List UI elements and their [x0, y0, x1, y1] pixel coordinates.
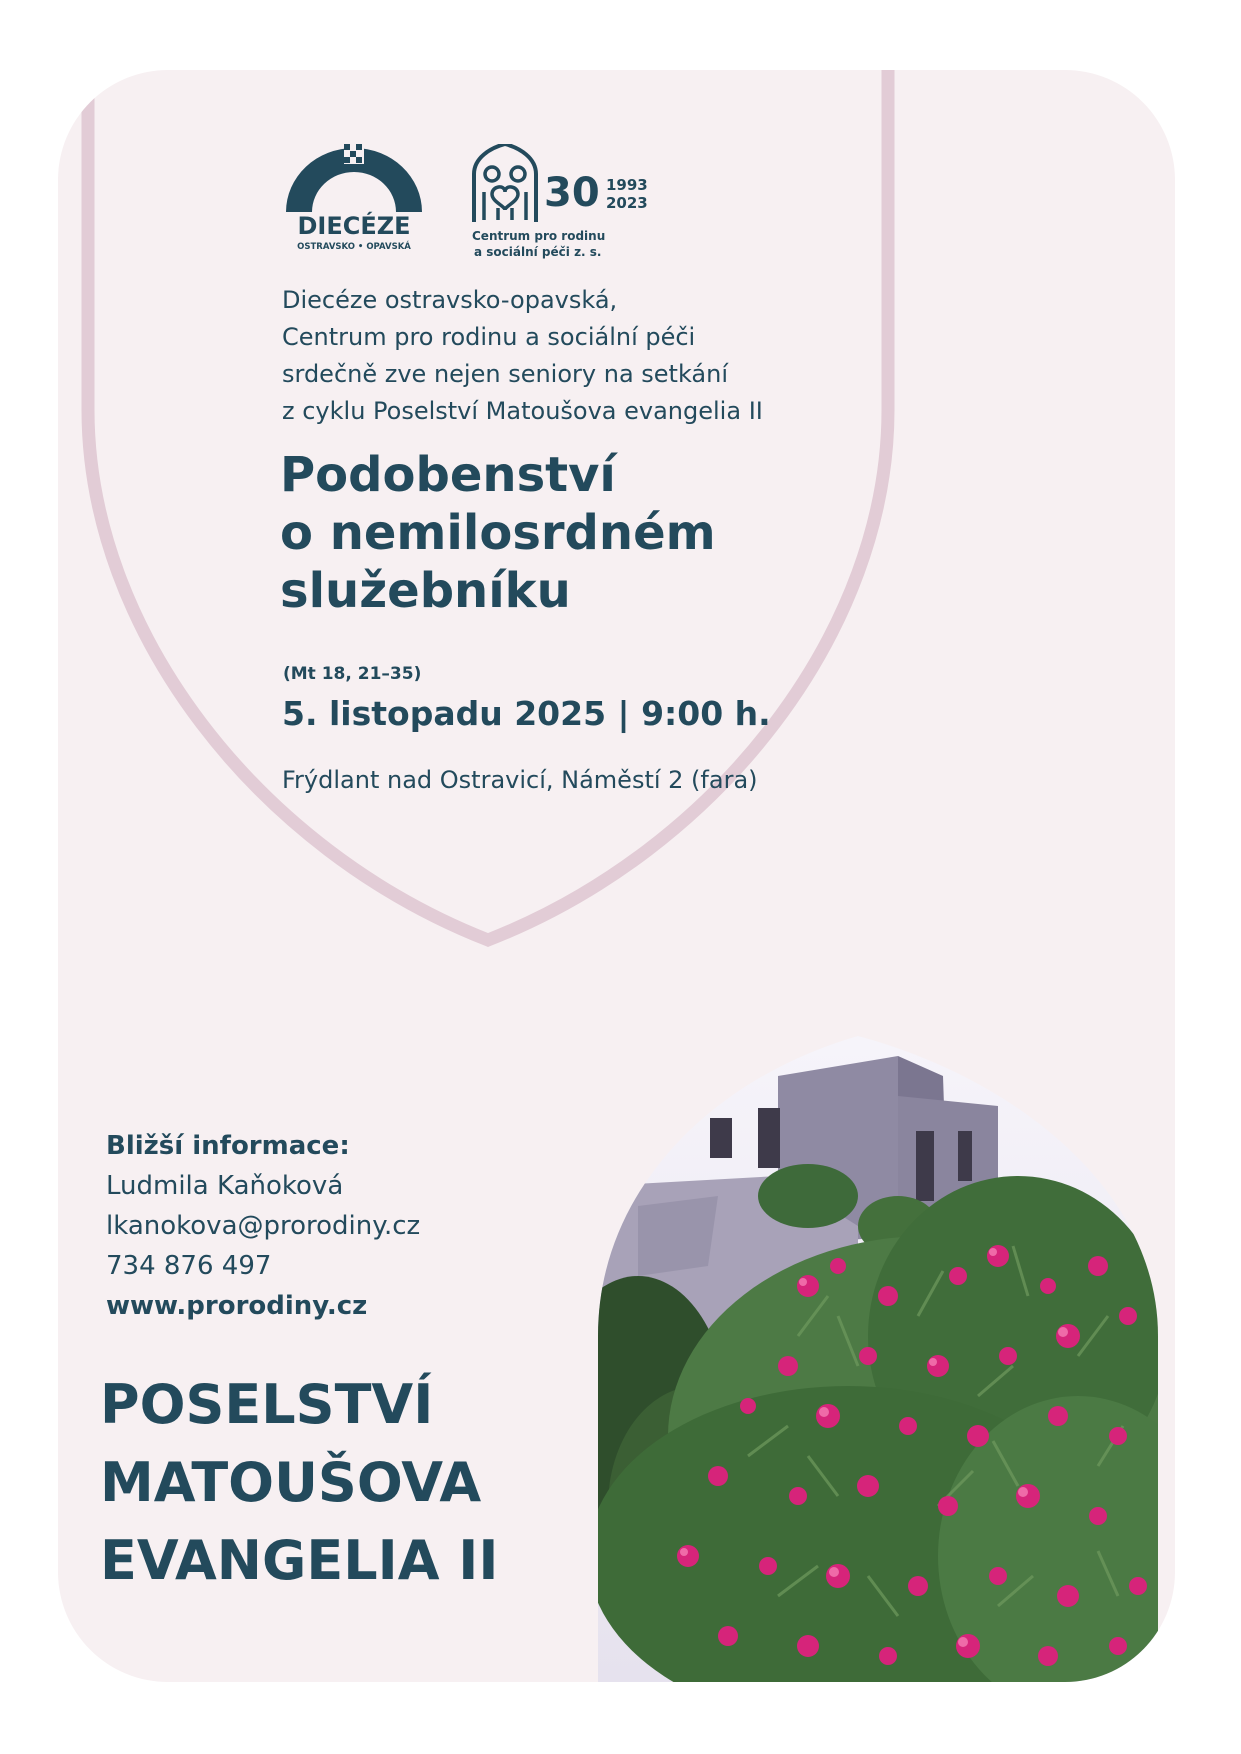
- website-link[interactable]: www.prorodiny.cz: [106, 1291, 368, 1321]
- title-line: o nemilosrdném: [280, 505, 716, 561]
- bible-reference: (Mt 18, 21–35): [283, 664, 422, 684]
- diecese-logo-name: DIECÉZE: [297, 212, 411, 240]
- event-date-time: 5. listopadu 2025 | 9:00 h.: [282, 694, 771, 733]
- centre-year-end: 2023: [606, 194, 648, 212]
- centre-name-line2: a sociální péči z. s.: [474, 245, 602, 259]
- diecese-logo-subtitle: OSTRAVSKO • OPAVSKÁ: [297, 242, 411, 252]
- series-line: MATOUŠOVA: [100, 1451, 482, 1514]
- intro-line: srdečně zve nejen seniory na setkání: [282, 360, 729, 388]
- contact-phone: 734 876 497: [106, 1251, 272, 1281]
- title-line: služebníku: [280, 563, 571, 619]
- centre-logo: [470, 144, 690, 264]
- contact-heading: Bližší informace:: [106, 1131, 350, 1161]
- event-title: [280, 446, 980, 620]
- diecese-logo: [284, 144, 434, 256]
- contact-email-link[interactable]: lkanokova@prorodiny.cz: [106, 1211, 421, 1241]
- centre-anniversary-number: 30: [544, 170, 600, 216]
- centre-year-start: 1993: [606, 176, 648, 194]
- series-title: [100, 1366, 600, 1600]
- event-place: Frýdlant nad Ostravicí, Náměstí 2 (fara): [282, 766, 758, 794]
- diecese-arch-icon: [284, 144, 424, 214]
- intro-line: z cyklu Poselství Matoušova evangelia II: [282, 397, 763, 425]
- intro-line: Centrum pro rodinu a sociální péči: [282, 323, 696, 351]
- invitation-text: [282, 282, 902, 430]
- centre-name-line1: Centrum pro rodinu: [472, 229, 606, 243]
- contact-name: Ludmila Kaňoková: [106, 1171, 344, 1201]
- poster-card: [58, 70, 1175, 1682]
- series-line: EVANGELIA II: [100, 1529, 499, 1592]
- ruins-flowers-photo: [598, 1036, 1175, 1682]
- series-line: POSELSTVÍ: [100, 1373, 434, 1436]
- logo-strip: [284, 144, 684, 264]
- title-line: Podobenství: [280, 447, 616, 503]
- centre-years: [606, 176, 648, 212]
- centre-logo-name: [472, 228, 605, 260]
- family-arch-icon: [470, 144, 540, 224]
- intro-line: Diecéze ostravsko-opavská,: [282, 286, 618, 314]
- contact-info: [106, 1126, 566, 1326]
